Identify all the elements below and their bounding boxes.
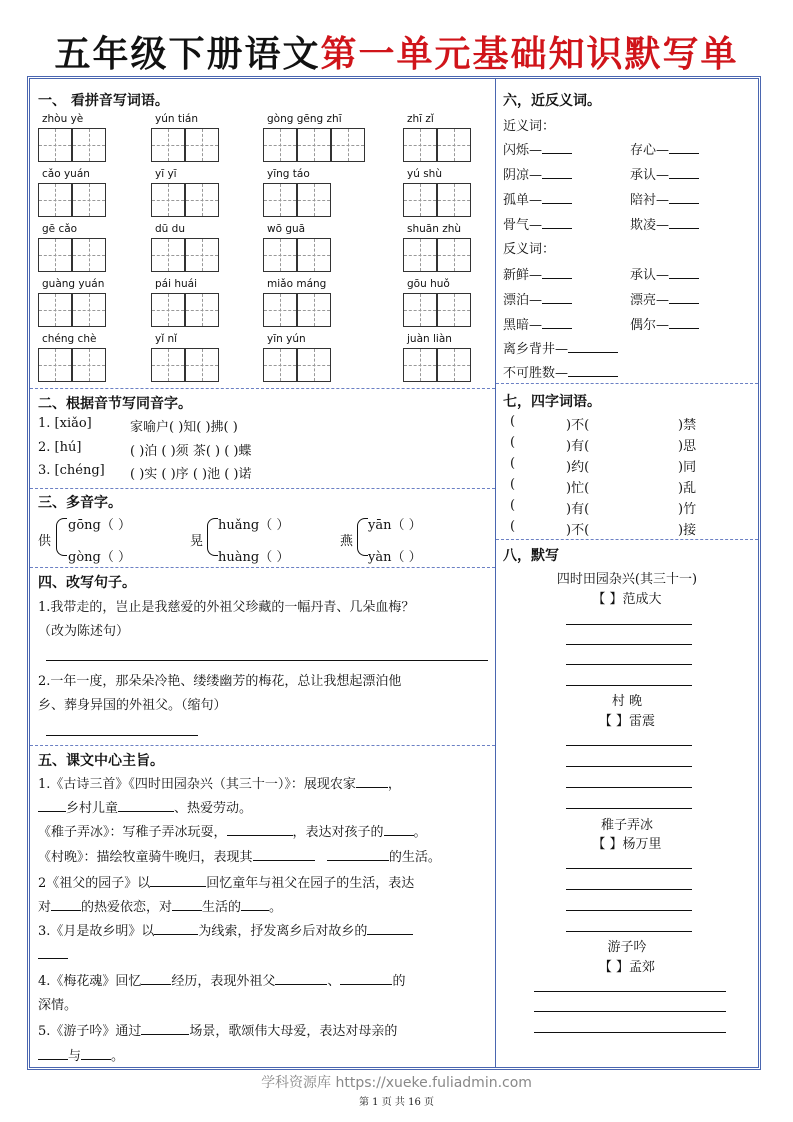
tianzige-box[interactable] <box>437 128 471 162</box>
synonym-label: 近义词： <box>503 119 556 134</box>
tianzige-box[interactable] <box>437 348 471 382</box>
tianzige-box[interactable] <box>151 348 185 382</box>
tianzige-box[interactable] <box>185 128 219 162</box>
tianzige-box[interactable] <box>403 183 437 217</box>
tianzige-box[interactable] <box>38 348 72 382</box>
antonym-extra-2: 不可胜数— <box>503 362 618 381</box>
pinyin-label: chéng chè <box>42 333 97 345</box>
idiom-fragment: ( <box>510 498 516 513</box>
idiom-fragment: ( <box>510 435 516 450</box>
poem-author-3: 【 】杨万里 <box>592 837 662 852</box>
rewrite-q1-line1: 1.我带走的，岂止是我慈爱的外祖父珍藏的一幅丹青、几朵血梅？ <box>38 600 415 615</box>
answer-line <box>566 910 692 911</box>
antonym-label: 反义词： <box>503 242 556 257</box>
rewrite-q2-line1: 2.一年一度，那朵朵冷艳、缕缕幽芳的梅花，总让我想起漂泊他 <box>38 674 402 689</box>
tianzige-box[interactable] <box>297 183 331 217</box>
pinyin-label: yīng táo <box>267 168 310 180</box>
idiom-fragment: ( <box>510 414 516 429</box>
tianzige-box[interactable] <box>263 238 297 272</box>
pinyin-label: guàng yuán <box>42 278 105 290</box>
tianzige-box[interactable] <box>151 238 185 272</box>
divider <box>30 745 495 746</box>
tianzige-box[interactable] <box>185 293 219 327</box>
word-pair-item: 漂泊— <box>503 289 572 308</box>
idiom-fragment: )有( <box>566 502 590 517</box>
pinyin-label: zhī zǐ <box>407 113 434 125</box>
answer-line <box>38 958 68 959</box>
tianzige-box[interactable] <box>331 128 365 162</box>
page-number: 第 1 页 共 16 页 <box>359 1097 434 1108</box>
tianzige-box[interactable] <box>297 128 331 162</box>
tianzige-box[interactable] <box>38 183 72 217</box>
pinyin-label: cǎo yuán <box>42 168 90 180</box>
word-pair-item: 欺凌— <box>630 214 699 233</box>
idiom-fragment: )约( <box>566 460 590 475</box>
idiom-fragment: )不( <box>566 523 590 538</box>
pinyin-label: zhòu yè <box>42 113 84 125</box>
polyphone-char-2: 晃 <box>190 534 204 549</box>
pinyin-label: yīn yún <box>267 333 306 345</box>
tianzige-box[interactable] <box>151 128 185 162</box>
polyphone-2a: huǎng（ ） <box>218 518 290 533</box>
answer-line <box>566 787 692 788</box>
theme-line-8: 4.《梅花魂》回忆 经历，表现外祖父 、 的 <box>38 974 406 989</box>
homophone-1-text: 家喻户( )知( )拂( ) <box>130 420 238 435</box>
pinyin-label: miǎo máng <box>267 278 327 290</box>
word-pair-item: 承认— <box>630 264 699 283</box>
divider <box>30 567 495 568</box>
word-pair-item: 漂亮— <box>630 289 699 308</box>
answer-line <box>534 991 726 992</box>
tianzige-box[interactable] <box>263 183 297 217</box>
polyphone-1a: gōng（ ） <box>68 518 131 533</box>
tianzige-box[interactable] <box>437 238 471 272</box>
answer-line <box>566 808 692 809</box>
pinyin-label: gōu huǒ <box>407 278 450 290</box>
polyphone-char-1: 供 <box>38 534 52 549</box>
tianzige-box[interactable] <box>38 293 72 327</box>
section-7-heading: 七，四字词语。 <box>503 394 601 410</box>
theme-line-10: 5.《游子吟》通过 场景，歌颂伟大母爱，表达对母亲的 <box>38 1024 398 1039</box>
section-4-heading: 四、改写句子。 <box>38 575 136 591</box>
brace-icon <box>56 518 67 556</box>
idiom-fragment: )乱 <box>678 481 697 496</box>
tianzige-box[interactable] <box>437 293 471 327</box>
homophone-2-syllable: 2. [hú] <box>38 440 82 455</box>
tianzige-box[interactable] <box>38 238 72 272</box>
answer-line <box>46 735 198 736</box>
divider <box>496 539 758 540</box>
tianzige-box[interactable] <box>151 183 185 217</box>
polyphone-char-3: 燕 <box>340 534 354 549</box>
column-divider <box>495 79 496 1067</box>
theme-line-7: 3.《月是故乡明》以 为线索，抒发离乡后对故乡的 <box>38 920 413 939</box>
pinyin-label: yǐ nǐ <box>155 333 178 345</box>
polyphone-3b: yàn（ ） <box>368 550 422 565</box>
tianzige-box[interactable] <box>185 183 219 217</box>
rewrite-q1-line2: （改为陈述句） <box>38 624 130 639</box>
answer-line <box>566 745 692 746</box>
brace-icon <box>207 518 218 556</box>
footer-site: 学科资源库 https://xueke.fuliadmin.com <box>261 1075 532 1091</box>
idiom-fragment: )同 <box>678 460 697 475</box>
word-pair-item: 阴凉— <box>503 164 572 183</box>
page-title: 五年级下册语文第一单元基础知识默写单 <box>54 34 739 75</box>
word-pair-item: 骨气— <box>503 214 572 233</box>
word-pair-item: 偶尔— <box>630 314 699 333</box>
section-3-heading: 三、多音字。 <box>38 495 122 511</box>
theme-line-11: 与 。 <box>38 1045 124 1064</box>
idiom-fragment: )禁 <box>678 418 697 433</box>
section-6-heading: 六，近反义词。 <box>503 93 601 109</box>
idiom-fragment: ( <box>510 456 516 471</box>
tianzige-box[interactable] <box>403 238 437 272</box>
tianzige-box[interactable] <box>38 128 72 162</box>
idiom-fragment: )有( <box>566 439 590 454</box>
idiom-fragment: )不( <box>566 418 590 433</box>
theme-line-3: 《稚子弄冰》：写稚子弄冰玩耍， ，表达对孩子的 。 <box>38 825 427 840</box>
polyphone-1b: gòng（ ） <box>68 550 131 565</box>
section-5-heading: 五、课文中心主旨。 <box>38 753 164 769</box>
poem-title-3: 稚子弄冰 <box>600 818 653 833</box>
theme-line-6: 对 的热爱依恋，对 生活的 。 <box>38 900 283 915</box>
answer-line <box>534 1032 726 1033</box>
word-pair-item: 存心— <box>630 139 699 158</box>
pinyin-label: yún tián <box>155 113 198 125</box>
poem-author-4: 【 】孟郊 <box>598 960 656 975</box>
word-pair-item: 新鲜— <box>503 264 572 283</box>
answer-line <box>566 624 692 625</box>
tianzige-box[interactable] <box>263 348 297 382</box>
poem-author-1: 【 】范成大 <box>592 592 662 607</box>
poem-title-4: 游子吟 <box>607 940 647 955</box>
theme-line-9: 深情。 <box>38 998 78 1013</box>
tianzige-box[interactable] <box>297 238 331 272</box>
section-1-heading: 一、 看拼音写词语。 <box>38 93 169 109</box>
tianzige-box[interactable] <box>297 348 331 382</box>
tianzige-box[interactable] <box>72 348 106 382</box>
idiom-fragment: ( <box>510 519 516 534</box>
polyphone-3a: yān（ ） <box>368 518 422 533</box>
theme-line-2: 乡村儿童 、热爱劳动。 <box>38 797 252 816</box>
tianzige-box[interactable] <box>185 238 219 272</box>
word-pair-item: 闪烁— <box>503 139 572 158</box>
tianzige-box[interactable] <box>72 238 106 272</box>
tianzige-box[interactable] <box>72 293 106 327</box>
tianzige-box[interactable] <box>263 293 297 327</box>
answer-line <box>46 660 488 661</box>
homophone-3-syllable: 3. [chéng] <box>38 463 105 478</box>
tianzige-box[interactable] <box>151 293 185 327</box>
divider <box>30 388 495 389</box>
rewrite-q2-line2: 乡、葬身异国的外祖父。（缩句） <box>38 698 227 713</box>
theme-line-4: 《村晚》：描绘牧童骑牛晚归，表现其 的生活。 <box>38 850 441 865</box>
homophone-1-syllable: 1. [xiǎo] <box>38 416 92 431</box>
theme-line-5: 2《祖父的园子》以 回忆童年与祖父在园子的生活，表达 <box>38 876 415 891</box>
answer-line <box>566 868 692 869</box>
idiom-fragment: )竹 <box>678 502 697 517</box>
answer-line <box>566 644 692 645</box>
poem-title-1: 四时田园杂兴(其三十一) <box>556 572 698 587</box>
pinyin-label: pái huái <box>155 278 198 290</box>
tianzige-box[interactable] <box>72 128 106 162</box>
homophone-2-text: ( )泊 ( )须 茶( ) ( )蝶 <box>130 444 252 459</box>
idiom-fragment: )思 <box>678 439 697 454</box>
answer-line <box>566 685 692 686</box>
pinyin-label: yú shù <box>407 168 442 180</box>
pinyin-label: wō guā <box>267 223 306 235</box>
word-pair-item: 黑暗— <box>503 314 572 333</box>
idiom-fragment: ( <box>510 477 516 492</box>
tianzige-box[interactable] <box>297 293 331 327</box>
section-2-heading: 二、根据音节写同音字。 <box>38 396 192 412</box>
pinyin-label: dū du <box>155 223 185 235</box>
word-pair-item: 孤单— <box>503 189 572 208</box>
tianzige-box[interactable] <box>403 128 437 162</box>
section-8-heading: 八，默写 <box>503 548 559 564</box>
tianzige-box[interactable] <box>403 293 437 327</box>
pinyin-label: gē cǎo <box>42 223 78 235</box>
answer-line <box>566 664 692 665</box>
idiom-fragment: )忙( <box>566 481 590 496</box>
tianzige-box[interactable] <box>263 128 297 162</box>
answer-line <box>566 931 692 932</box>
poem-author-2: 【 】雷震 <box>598 714 656 729</box>
tianzige-box[interactable] <box>72 183 106 217</box>
pinyin-label: yī yī <box>155 168 177 180</box>
tianzige-box[interactable] <box>437 183 471 217</box>
word-pair-item: 陪衬— <box>630 189 699 208</box>
theme-line-1: 1.《古诗三首》《四时田园杂兴（其三十一）》：展现农家 ， <box>38 777 401 792</box>
pinyin-label: gòng gēng zhī <box>267 113 342 125</box>
homophone-3-text: ( )实 ( )序 ( )池 ( )诺 <box>130 467 252 482</box>
pinyin-label: shuān zhù <box>407 223 462 235</box>
tianzige-box[interactable] <box>185 348 219 382</box>
divider <box>30 488 495 489</box>
pinyin-label: juàn liàn <box>407 333 452 345</box>
antonym-extra-1: 离乡背井— <box>503 338 618 357</box>
brace-icon <box>357 518 368 556</box>
answer-line <box>566 766 692 767</box>
tianzige-box[interactable] <box>403 348 437 382</box>
idiom-fragment: )接 <box>678 523 697 538</box>
word-pair-item: 承认— <box>630 164 699 183</box>
answer-line <box>534 1011 726 1012</box>
poem-title-2: 村 晚 <box>611 694 643 709</box>
polyphone-2b: huàng（ ） <box>218 550 290 565</box>
divider <box>496 383 758 384</box>
answer-line <box>566 889 692 890</box>
